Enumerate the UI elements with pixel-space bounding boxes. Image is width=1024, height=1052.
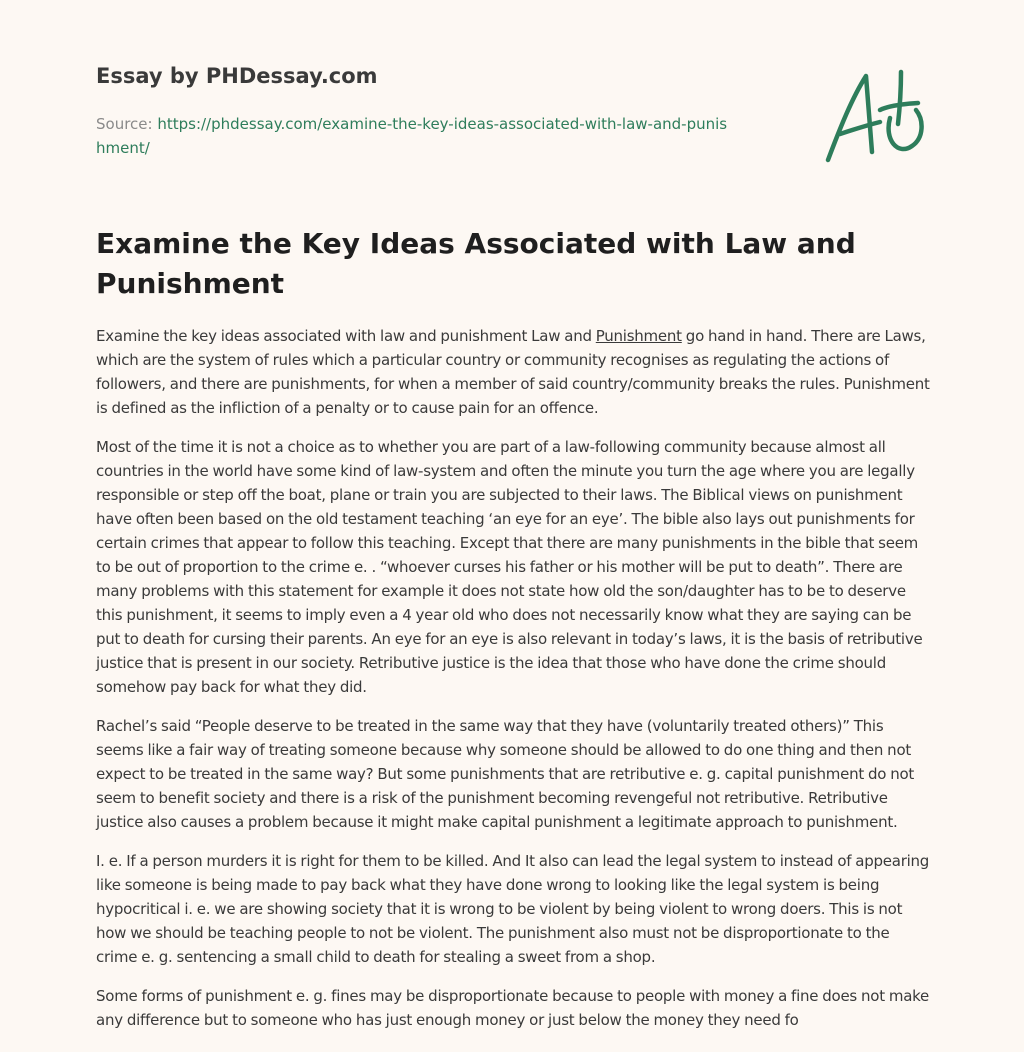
a-plus-grade-icon [822,66,932,166]
paragraph-3: Rachel’s said “People deserve to be treated in the same way that they have (voluntarily treated others)” This seems like a fair way of treating someone because why someone should be allowed to do one thing and then not expect to be treated in the same way? But some punishments that are retributive e. g. capital punishment do not seem to benefit society and there is a risk of the punishment becoming revengeful not retributive. Retributive justice also causes a problem because it might make capital punishment a legitimate approach to punishment. [96,717,915,831]
essay-body [96,324,932,1047]
source-line [96,112,736,160]
paragraph-1 [96,324,932,420]
paragraph-4: I. e. If a person murders it is right for them to be killed. And It also can lead the legal system to instead of appearing like someone is being made to pay back what they have done wrong to looking like the legal system is being hypocritical i. e. we are showing society that it is wrong to be violent by being violent to wrong doers. This is not how we should be teaching people to not be violent. The punishment also must not be disproportionate to the crime e. g. sentencing a small child to death for stealing a sweet from a shop. [96,852,930,966]
punishment-link[interactable]: Punishment [595,327,682,345]
paragraph-2: Most of the time it is not a choice as to whether you are part of a law-following community because almost all countries in the world have some kind of law-system and often the minute you turn the age where you are legally responsible or step off the boat, plane or train you are subjected to their laws. The Biblical views on punishment have often been based on the old testament teaching ‘an eye for an eye’. The bible also lays out punishments for certain crimes that appear to follow this teaching. Except that there are many punishments in the bible that seem to be out of proportion to the crime e. . “whoever curses his father or his mother will be put to death”. There are many problems with this statement for example it does not state how old the son/daughter has to be to deserve this punishment, it seems to imply even a 4 year old who does not necessarily know what they are saying can be put to death for cursing their parents. An eye for an eye is also relevant in today’s laws, it is the basis of retributive justice that is present in our society. Retributive justice is the idea that those who have done the crime should somehow pay back for what they did. [96,438,923,696]
paragraph-1-text-start: Examine the key ideas associated with law and punishment Law and [96,327,596,345]
source-link[interactable]: https://phdessay.com/examine-the-key-ideas-associated-with-law-and-punishment/ [96,115,728,157]
paragraph-5: Some forms of punishment e. g. fines may be disproportionate because to people with money a fine does not make any difference but to someone who has just enough money or just below the money they need fo [96,987,930,1029]
site-title: Essay by PHDessay.com [96,64,378,88]
source-label: Source: [96,115,158,133]
paragraph-1-text-end: go hand in hand. There are Laws, which are the system of rules which a particular country or community recognises as regulating the actions of followers, and there are punishments, for when a member of said country/community breaks the rules. Punishment is defined as the infliction of a penalty or to cause pain for an offence. [96,327,930,417]
essay-title: Examine the Key Ideas Associated with Law and Punishment [96,227,856,300]
